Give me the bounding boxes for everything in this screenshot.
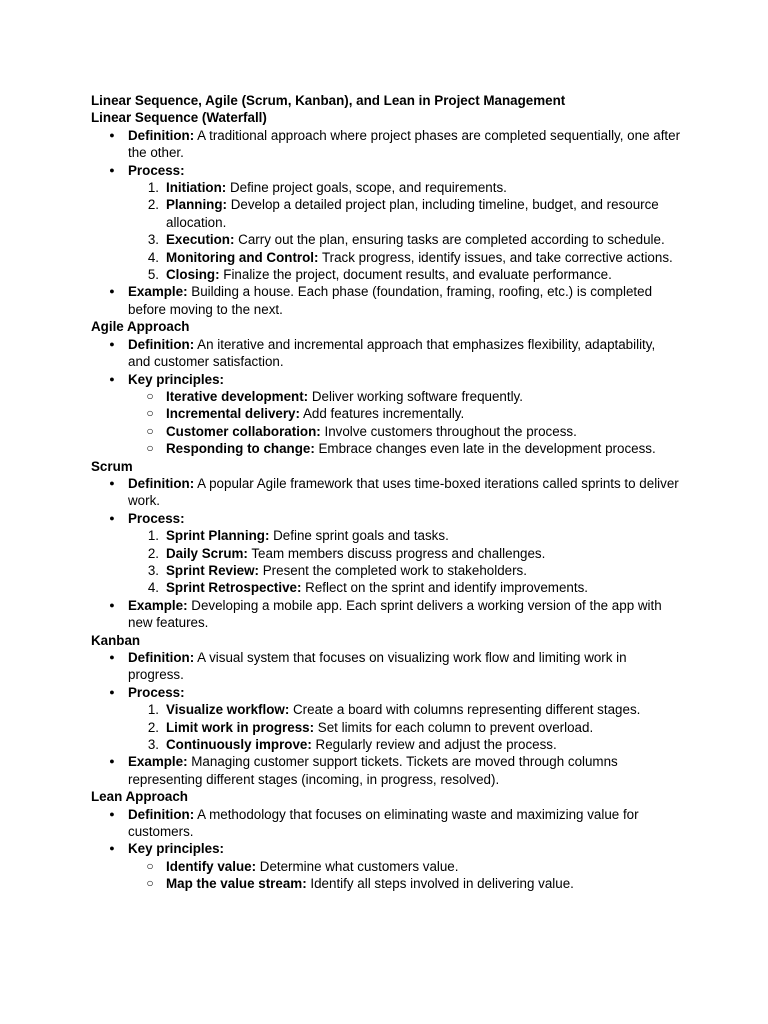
sub-item-text: Add features incrementally. — [299, 406, 465, 422]
bullet-marker: ● — [109, 338, 115, 349]
list-number: 2. — [147, 197, 159, 213]
sub-item-label: Visualize workflow: — [166, 702, 290, 718]
sub-item-label: Continuously improve: — [166, 737, 312, 753]
bullet-item — [91, 283, 681, 318]
section-heading: Linear Sequence (Waterfall) — [91, 110, 267, 126]
sub-item-text: Identify all steps involved in delivering value. — [306, 876, 574, 892]
sub-item-text: Track progress, identify issues, and take corrective actions. — [318, 249, 673, 265]
sub-list-item — [91, 231, 681, 248]
sub-item-text: Reflect on the sprint and identify improvements. — [301, 580, 588, 596]
sub-list-item — [91, 701, 681, 718]
sub-item-label: Customer collaboration: — [166, 423, 321, 439]
list-number: 1. — [147, 528, 159, 544]
bullet-item — [91, 475, 681, 510]
sub-item-label: Sprint Review: — [166, 562, 260, 578]
sub-item-text: Finalize the project, document results, and evaluate performance. — [219, 267, 612, 283]
sub-item-label: Incremental delivery: — [166, 406, 300, 422]
sub-item-text: Deliver working software frequently. — [308, 388, 523, 404]
sub-list-item — [91, 423, 681, 440]
sections-container — [91, 109, 681, 892]
item-text: Building a house. Each phase (foundation, framing, roofing, etc.) is completed before moving to the next. — [128, 284, 653, 317]
sub-item-text: Determine what customers value. — [256, 858, 459, 874]
sub-item-label: Identify value: — [166, 858, 257, 874]
sub-item-label: Sprint Retrospective: — [166, 580, 302, 596]
sub-item-text: Embrace changes even late in the development process. — [314, 441, 656, 457]
list-number: 2. — [147, 545, 159, 561]
item-text: Managing customer support tickets. Tickets are moved through columns representing different stages (incoming, in progress, resolved). — [128, 754, 618, 787]
sub-item-label: Limit work in progress: — [166, 719, 315, 735]
sub-list-item — [91, 858, 681, 875]
sub-item-text: Regularly review and adjust the process. — [311, 737, 557, 753]
sub-list-item — [91, 179, 681, 196]
sub-item-text: Create a board with columns representing different stages. — [289, 702, 641, 718]
bullet-marker: ● — [109, 512, 115, 523]
sub-list-item — [91, 440, 681, 457]
bullet-marker: ● — [109, 373, 115, 384]
sub-item-text: Define sprint goals and tasks. — [269, 528, 449, 544]
bullet-item — [91, 753, 681, 788]
circle-bullet-marker: ○ — [146, 388, 154, 403]
item-text: A traditional approach where project phases are completed sequentially, one after the other. — [128, 127, 681, 161]
sub-list-item — [91, 527, 681, 544]
item-label: Process: — [128, 684, 185, 700]
sub-list-item — [91, 562, 681, 579]
sub-item-label: Closing: — [166, 267, 220, 283]
bullet-marker: ● — [109, 286, 115, 297]
section-heading: Lean Approach — [91, 789, 188, 805]
sub-item-label: Initiation: — [166, 180, 227, 196]
list-number: 1. — [147, 180, 159, 196]
list-number: 4. — [147, 249, 159, 265]
item-text: Developing a mobile app. Each sprint delivers a working version of the app with new features. — [128, 597, 662, 631]
item-text: A methodology that focuses on eliminating waste and maximizing value for customers. — [128, 806, 639, 840]
sub-list-item — [91, 579, 681, 596]
list-number: 1. — [147, 702, 159, 718]
circle-bullet-marker: ○ — [146, 406, 154, 421]
bullet-marker: ● — [109, 808, 115, 819]
bullet-marker: ● — [109, 756, 115, 767]
circle-bullet-marker: ○ — [146, 858, 154, 873]
list-number: 3. — [147, 737, 159, 753]
document-body — [91, 92, 681, 893]
bullet-marker: ● — [109, 129, 115, 140]
circle-bullet-marker: ○ — [146, 441, 154, 456]
sub-item-text: Team members discuss progress and challenges. — [247, 545, 546, 561]
item-label: Definition: — [128, 650, 195, 665]
sub-list-item — [91, 545, 681, 562]
item-label: Process: — [128, 162, 185, 178]
sub-item-text: Involve customers throughout the process. — [320, 423, 577, 439]
bullet-item — [91, 127, 681, 162]
sub-list-item — [91, 875, 681, 892]
list-number: 4. — [147, 580, 159, 596]
sub-item-label: Daily Scrum: — [166, 545, 248, 561]
section-heading: Scrum — [91, 458, 133, 474]
list-number: 2. — [147, 719, 159, 735]
bullet-item — [91, 806, 681, 841]
bullet-marker: ● — [109, 599, 115, 610]
item-label: Definition: — [128, 475, 195, 491]
bullet-marker: ● — [109, 686, 115, 697]
item-label: Definition: — [128, 127, 195, 143]
bullet-item — [91, 162, 681, 179]
bullet-marker: ● — [109, 843, 115, 854]
bullet-item — [91, 649, 681, 684]
item-label: Definition: — [128, 806, 195, 822]
sub-list-item — [91, 405, 681, 422]
item-text: An iterative and incremental approach that emphasizes flexibility, adaptability, and customer satisfaction. — [128, 336, 656, 370]
item-label: Process: — [128, 510, 185, 526]
bullet-item — [91, 510, 681, 527]
list-number: 3. — [147, 562, 159, 578]
sub-item-label: Sprint Planning: — [166, 528, 270, 544]
sub-item-label: Planning: — [166, 197, 227, 213]
sub-item-label: Responding to change: — [166, 441, 315, 457]
sub-list-item — [91, 736, 681, 753]
bullet-item — [91, 597, 681, 632]
list-number: 3. — [147, 232, 159, 248]
sub-list-item — [91, 719, 681, 736]
item-text: A popular Agile framework that uses time-boxed iterations called sprints to deliver work. — [128, 475, 679, 509]
sub-item-label: Monitoring and Control: — [166, 249, 319, 265]
list-number: 5. — [147, 267, 159, 283]
sub-list-item — [91, 196, 681, 231]
document-title: Linear Sequence, Agile (Scrum, Kanban), and Lean in Project Management — [91, 93, 566, 108]
bullet-marker: ● — [109, 652, 115, 662]
sub-item-text: Set limits for each column to prevent overload. — [314, 719, 594, 735]
sub-item-text: Present the completed work to stakeholders. — [259, 562, 527, 578]
item-label: Key principles: — [128, 371, 224, 387]
item-label: Definition: — [128, 336, 195, 352]
item-text: A visual system that focuses on visualizing work flow and limiting work in progress. — [128, 650, 627, 683]
circle-bullet-marker: ○ — [146, 876, 154, 891]
item-label: Example: — [128, 284, 188, 300]
item-label: Key principles: — [128, 841, 224, 857]
section-heading: Agile Approach — [91, 319, 190, 335]
item-label: Example: — [128, 597, 188, 613]
bullet-item — [91, 684, 681, 701]
sub-item-text: Develop a detailed project plan, including timeline, budget, and resource allocation. — [166, 197, 659, 230]
bullet-item — [91, 336, 681, 371]
sub-item-label: Map the value stream: — [166, 876, 307, 892]
sub-list-item — [91, 249, 681, 266]
sub-list-item — [91, 388, 681, 405]
bullet-item — [91, 840, 681, 857]
bullet-item — [91, 371, 681, 388]
sub-item-label: Execution: — [166, 232, 235, 248]
circle-bullet-marker: ○ — [146, 423, 154, 438]
item-label: Example: — [128, 754, 188, 770]
sub-item-text: Define project goals, scope, and requirements. — [226, 180, 507, 196]
sub-list-item — [91, 266, 681, 283]
section-heading: Kanban — [91, 632, 141, 648]
sub-item-text: Carry out the plan, ensuring tasks are completed according to schedule. — [234, 232, 665, 248]
bullet-marker: ● — [109, 164, 115, 175]
bullet-marker: ● — [109, 477, 115, 488]
sub-item-label: Iterative development: — [166, 388, 309, 404]
